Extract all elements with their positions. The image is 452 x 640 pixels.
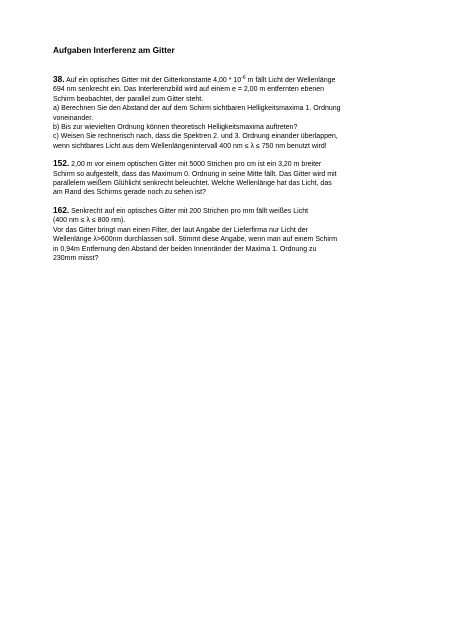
task-38-line-4: a) Berechnen Sie den Abstand der auf dem Schirm sichtbaren Helligkeitsmaxima 1. Ordnung — [53, 105, 341, 113]
document-content — [53, 45, 398, 271]
task-162-line-3: Vor das Gitter bringt man einen Filter, der laut Angabe der Lieferfirma nur Licht der — [53, 226, 308, 234]
task-162-line-6: 230mm misst? — [53, 254, 99, 262]
task-38-line-8: wenn sichtbares Licht aus dem Wellenlängenintervall 400 nm ≤ λ ≤ 750 nm benutzt wird! — [53, 142, 327, 150]
task-38-line-1 — [53, 75, 398, 85]
task-162-line-1 — [53, 206, 398, 216]
task-152-line-1 — [53, 159, 398, 169]
task-38-line-6: b) Bis zur wievielten Ordnung können theoretisch Helligkeitsmaxima auftreten? — [53, 124, 298, 132]
task-number: 38. — [53, 74, 65, 84]
task-152-line-2: Schirm so aufgestellt, dass das Maximum 0. Ordnung in seine Mitte fällt. Das Gitter wird mit — [53, 170, 337, 178]
task-38 — [53, 75, 398, 151]
task-152-line-4: am Rand des Schirms gerade noch zu sehen ist? — [53, 189, 206, 197]
document-title: Aufgaben Interferenz am Gitter — [53, 45, 175, 55]
task-text: Senkrecht auf ein optisches Gitter mit 200 Strichen pro mm fällt weißes Licht — [69, 207, 309, 215]
task-text: Auf ein optisches Gitter mit der Gitterkonstante 4,00 * 10 — [64, 77, 242, 84]
task-162 — [53, 206, 398, 263]
task-number: 162. — [53, 204, 70, 215]
task-38-line-2: 694 nm senkrecht ein. Das Interferenzbild wird auf einem e = 2,00 m entfernten ebenen — [53, 86, 325, 94]
task-162-line-2: (400 nm ≤ λ ≤ 800 nm). — [53, 217, 126, 225]
task-162-line-4: Wellenlänge λ>600nm durchlassen soll. Stimmt diese Angabe, wenn man auf einem Schirm — [53, 236, 338, 244]
task-text: 2,00 m vor einem optischen Gitter mit 5000 Strichen pro cm ist ein 3,20 m breiter — [69, 161, 322, 169]
task-152 — [53, 159, 398, 198]
exponent: -6 — [241, 75, 246, 81]
task-162-line-5: in 0,94m Entfernung den Abstand der beiden Innenränder der Maxima 1. Ordnung zu — [53, 245, 317, 253]
task-number: 152. — [53, 158, 70, 169]
task-38-line-3: Schirm beobachtet, der parallel zum Gitter steht. — [53, 95, 204, 103]
task-38-line-5: voneinander. — [53, 114, 94, 122]
task-text: m fällt Licht der Wellenlänge — [245, 77, 336, 84]
task-152-line-3: parallelem weißem Glühlicht senkrecht beleuchtet. Welche Wellenlänge hat das Licht, das — [53, 180, 332, 188]
task-38-line-7: c) Weisen Sie rechnerisch nach, dass die Spektren 2. und 3. Ordnung einander überlappen, — [53, 133, 338, 141]
